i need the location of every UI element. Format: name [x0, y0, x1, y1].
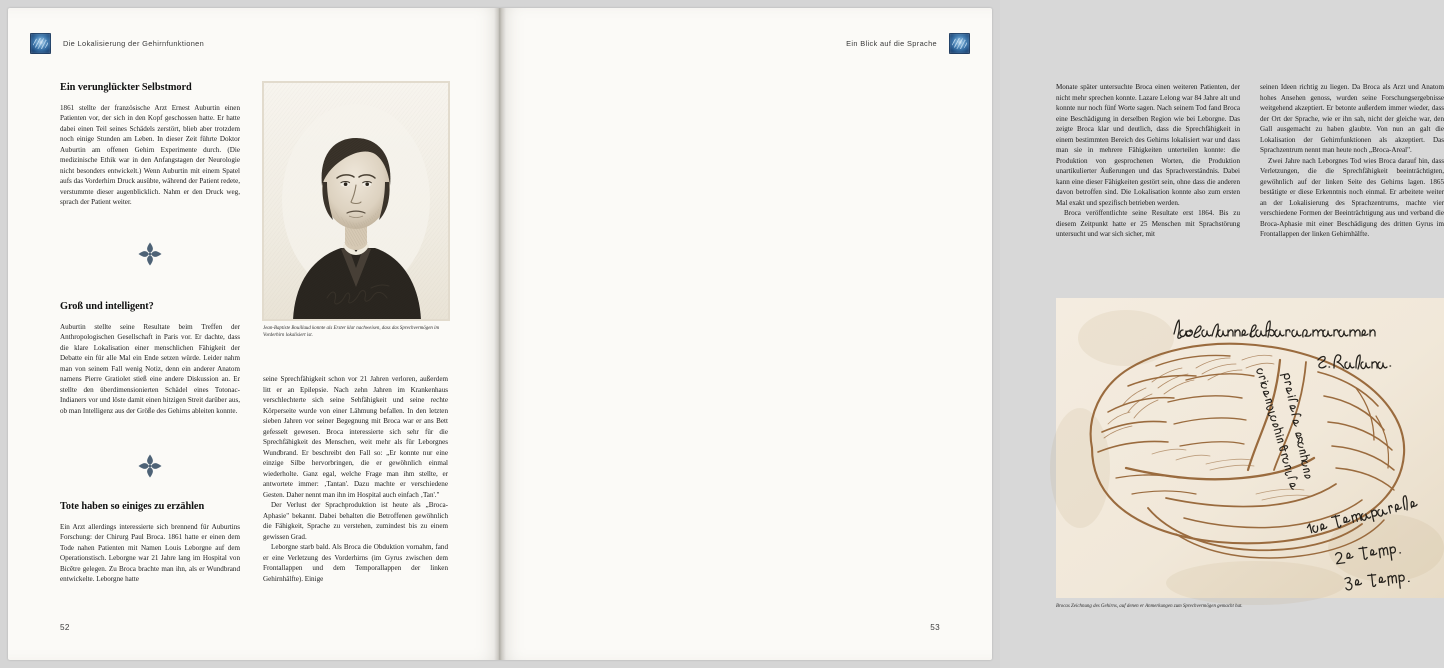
brain-logo-icon	[30, 33, 51, 54]
body-paragraph: seine Sprechfähigkeit schon vor 21 Jahren verloren, außerdem litt er an Epilepsie. Nach zehn Jahren im Krankenhaus verschlechterte sich seine Sehfähigkeit und seine rechte Körperseite wurde von einer Lähmung befallen. In den letzten sieben Jahren vor seiner Begegnung mit Broca war er ans Bett gefesselt gewesen. Broca interessierte sich sehr für die Sprechfähigkeit des Menschen, weit mehr als für Leborgnes Wundbrand. Er beschreibt den Fall so: „Er konnte nur eine einzige Silbe hervorbringen, die er gewöhnlich einmal wiederholte. Ganz egal, welche Frage man ihm stellte, er antwortete immer: ‚Tantan'. Dazu machte er verschiedene Gesten. Daher nennt man ihn im Hospital auch einfach ‚Tan'."	[263, 375, 448, 499]
body-paragraph: Zwei Jahre nach Leborgnes Tod wies Broca darauf hin, dass Verletzungen, die die Sprechfähigkeit beeinträchtigten, gewöhnlich auf der linken Seite des Gehirns lagen. 1865 bestätigte er diese Erkenntnis noch einmal. Er arbeitete weiter an der Lokalisierung des Sprachzentrums, machte vier verschiedene Formen der Beeinträchtigung aus und verband die Broca-Aphasie mit einer Beschädigung des dritten Gyrus im Frontallappen der linken Gehirnhälfte.	[1260, 156, 1444, 238]
right-running-head-label: Ein Blick auf die Sprache	[846, 38, 937, 48]
heading-tote-haben-so-einiges-zu-erzahlen: Tote haben so einiges zu erzählen	[60, 501, 205, 512]
right-page	[500, 8, 1444, 660]
brain-drawing-caption: Brocas Zeichnung des Gehirns, auf denen er Anmerkungen zum Sprechvermögen gemacht hat.	[1056, 604, 1243, 609]
left-running-head-label: Die Lokalisierung der Gehirnfunktionen	[63, 38, 205, 48]
body-paragraph: 1861 stellte der französische Arzt Ernest Auburtin einen Patienten vor, der sich in den Kopf geschossen hatte. Er hatte dabei einen Teil seines Schädels zerstört, blieb aber trotzdem noch einige Stunden am Leben. In dieser Zeit führte Doktor Auburtin am offenen Gehirn Experimente durch. (Die medizinische Ethik war in den Anfangstagen der Neurologie nicht besonders entwickelt.) Wenn Auburtin mit einem Spatel aufs das Vorderhirn Druck ausübte, während der Patient redete, verstummte dieser augenblicklich. Nahm er den Druck weg, sprach der Patient weiter.	[60, 103, 240, 207]
left-running-head	[30, 32, 204, 54]
ornament-divider-1	[60, 240, 240, 268]
body-paragraph: Monate später untersuchte Broca einen weiteren Patienten, der nicht mehr sprechen konnte. Lazare Lelong war 84 Jahre alt und konnte nur noch fünf Worte sagen. Nach seinem Tod fand Broca eine Beschädigung in derselben Region wie bei Leborgne. Das zeigte Broca klar und deutlich, dass die Sprechfähigkeit in einem bestimmten Bereich des Gehirns lokalisiert war und dass man sie in mehrere Fähigkeiten unterteilen konnte: die Produktion von gesprochenen Worten, die Produktion unartikulierter Äußerungen und das Sprachverständnis. Dabei kann eine dieser Fähigkeiten gestört sein, ohne dass die anderen davon betroffen sind. Die Lokalisation konnte also zum ersten Mal exakt und spezifisch betrieben werden.	[1056, 83, 1240, 207]
body-paragraph: Auburtin stellte seine Resultate beim Treffen der Anthropologischen Gesellschaft in Paris vor. Er dachte, dass die klare Lokalisation einer menschlichen Fähigkeit der Debatte ein für alle Mal ein Ende setzen würde. Leider nahm man von seinem Fall wenig Notiz, denn ein anderer Anatom namens Pierre Gratiolet stieß eine andere Diskussion an. Er stellte den überdimensionierten Schädel eines Totonac-Indianers vor und löste damit einen hitzigen Streit darüber aus, ob man Intelligenz aus der Größe des Gehirns ableiten konnte.	[60, 322, 240, 415]
brain-drawing-figure	[1056, 298, 1444, 611]
ornament-divider-2	[60, 452, 240, 480]
heading-ein-verungluckter-selbstmord: Ein verunglückter Selbstmord	[60, 82, 192, 93]
portrait-engraving-image	[263, 82, 449, 320]
right-column-two	[1260, 82, 1444, 240]
body-paragraph: seinen Ideen richtig zu liegen. Da Broca als Arzt und Anatom hohes Ansehen genoss, wurden seine Forschungsergebnisse weitgehend akzeptiert. Er betonte außerdem immer wieder, dass der Ort der Sprache, wie er ihn sah, nicht der gleiche war, den Gall ausgemacht zu haben glaubte. Von nun an galt die Lokalisation der Gehirnfunktionen als akzeptiert. Das Sprachzentrum nennt man heute noch „Broca-Areal".	[1260, 83, 1444, 154]
left-column-two	[263, 374, 448, 584]
brain-logo-icon	[949, 33, 970, 54]
left-column-section-2	[60, 301, 240, 416]
body-paragraph: Leborgne starb bald. Als Broca die Obduktion vornahm, fand er eine Verletzung des Vorderhirns (im Gyrus zwischen dem Frontallappen und dem Temporallappen der linken Gehirnhälfte). Einige	[263, 543, 448, 583]
right-column-one	[1056, 82, 1240, 240]
right-running-head	[846, 32, 970, 54]
portrait-caption: Jean-Baptiste Bouillaud konnte als Erster klar nachweisen, dass das Sprechvermögen im Vorderhirn lokalisiert ist.	[263, 326, 440, 338]
left-column-section-3	[60, 501, 240, 585]
body-paragraph: Broca veröffentlichte seine Resultate erst 1864. Bis zu diesem Zeitpunkt hatte er 25 Menschen mit Sprachstörung untersucht und war sich sicher, mit	[1056, 209, 1240, 238]
body-paragraph: Ein Arzt allerdings interessierte sich brennend für Auburtins Forschung: der Chirurg Paul Broca. 1861 hatte er einen dem Tode nahen Patienten mit Namen Louis Leborgne auf dem Operationstisch. Leborgne war 21 Jahre lang im Hospital von Bicêtre gelegen. Zu Broca brachte man ihn, als er Wundbrand entwickelte. Leborgne hatte	[60, 522, 240, 584]
folio-right: 53	[930, 623, 940, 632]
folio-left: 52	[60, 623, 70, 632]
left-column-section-1	[60, 82, 240, 208]
left-page	[8, 8, 500, 660]
broca-brain-drawing-image	[1056, 298, 1444, 598]
body-paragraph: Der Verlust der Sprachproduktion ist heute als „Broca-Aphasie" bekannt. Dabei behalten die Betroffenen gewöhnlich die Fähigkeit, Sprache zu verstehen, zumindest bis zu einem gewissen Grad.	[263, 501, 448, 541]
heading-gross-und-intelligent: Groß und intelligent?	[60, 301, 154, 312]
portrait-figure	[263, 82, 449, 340]
